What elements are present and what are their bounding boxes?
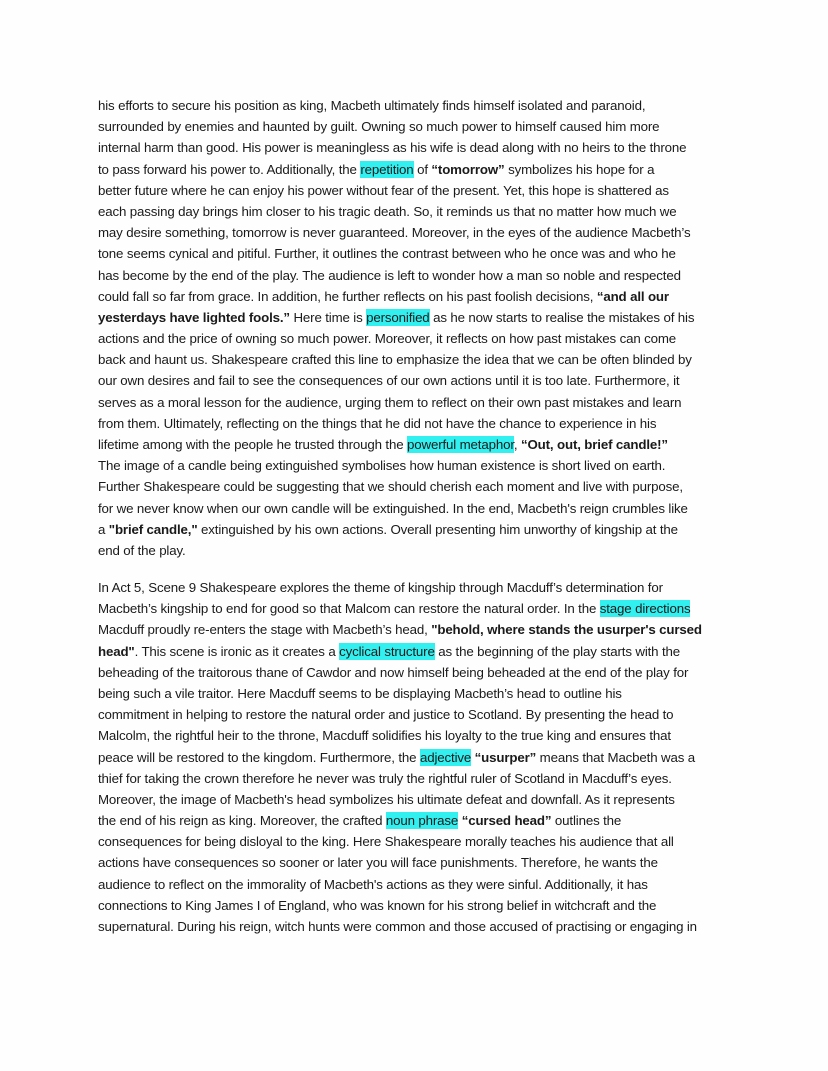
text-run: , [513, 437, 521, 452]
text-run: thief for taking the crown therefore he never was truly the rightful ruler of Scotland in Macduff’s eyes. [98, 770, 672, 786]
text-line [98, 180, 694, 201]
text-line [98, 201, 694, 222]
highlighted-term: personified [366, 309, 430, 325]
text-line [98, 498, 694, 519]
text-line [98, 265, 694, 286]
text-run: supernatural. During his reign, witch hunts were common and those accused of practising or engaging in [98, 919, 697, 934]
text-run: means that Macbeth was a [536, 749, 695, 765]
text-run: surrounded by enemies and haunted by guilt. Owning so much power to himself caused him more [98, 119, 660, 135]
text-run: actions have consequences so sooner or later you will face punishments. Therefore, he wants the [98, 855, 658, 871]
text-line [98, 916, 702, 937]
text-run: lifetime among with the people he trusted through the [98, 437, 408, 452]
text-run: outlines the [551, 813, 622, 829]
text-line [98, 519, 694, 540]
text-run: internal harm than good. His power is meaningless as his wife is dead along with no heirs to the throne [98, 140, 687, 156]
text-run: In Act 5, Scene 9 Shakespeare explores the theme of kingship through Macduff’s determination for [98, 580, 663, 595]
quotation-bold: “usurper” [474, 749, 537, 765]
quotation-bold: yesterdays have lighted fools.” [98, 309, 290, 325]
text-run: audience to reflect on the immorality of Macbeth's actions as they were sinful. Additionally, it has [98, 876, 648, 892]
text-line [98, 683, 702, 704]
quotation-bold: "behold, where stands the usurper's cursed [431, 622, 702, 638]
text-line [98, 95, 694, 116]
text-line [98, 307, 694, 328]
quotation-bold: "brief candle," [108, 521, 198, 537]
text-run: Macduff proudly re-enters the stage with Macbeth’s head, [98, 622, 432, 638]
text-line [98, 810, 702, 831]
text-run: tone seems cynical and pitiful. Further, it outlines the contrast between who he once was and who he [98, 246, 676, 262]
text-run: each passing day brings him closer to his tragic death. So, it reminds us that no matter how much we [98, 203, 677, 219]
text-run: from them. Ultimately, reflecting on the things that he did not have the chance to experience in his [98, 415, 657, 431]
text-run: Here time is [289, 309, 367, 325]
quotation-bold: “tomorrow” [431, 161, 505, 177]
text-line [98, 116, 694, 137]
text-run: could fall so far from grace. In addition, he further reflects on his past foolish decisions, [98, 288, 597, 304]
text-run: better future where he can enjoy his power without fear of the present. Yet, this hope is shattered as [98, 182, 669, 198]
quotation-bold: head" [98, 643, 135, 659]
text-line [98, 455, 694, 476]
text-line [98, 641, 702, 662]
text-line [98, 413, 694, 434]
text-run: peace will be restored to the kingdom. Furthermore, the [98, 749, 420, 765]
text-line [98, 747, 702, 768]
text-line [98, 286, 694, 307]
text-line [98, 619, 702, 640]
text-run: being such a vile traitor. Here Macduff seems to be displaying Macbeth’s head to outline his [98, 685, 622, 701]
highlighted-term: noun phrase [385, 813, 459, 829]
text-line [98, 577, 702, 598]
text-run: . This scene is ironic as it creates a [134, 643, 340, 659]
text-run: Moreover, the image of Macbeth's head symbolizes his ultimate defeat and downfall. As it represents [98, 791, 675, 807]
text-line [98, 598, 702, 619]
text-line [98, 874, 702, 895]
quotation-bold: “cursed head” [461, 813, 552, 829]
highlighted-term: powerful metaphor [407, 437, 514, 452]
text-run: actions and the price of owning so much power. Moreover, it reflects on how past mistakes can come [98, 331, 677, 347]
text-run: Macbeth’s kingship to end for good so that Malcom can restore the natural order. In the [98, 601, 600, 617]
text-line [98, 243, 694, 264]
quotation-bold: “Out, out, brief candle!” [520, 437, 668, 452]
text-line [98, 159, 694, 180]
text-line [98, 704, 702, 725]
text-run: the end of his reign as king. Moreover, the crafted [98, 813, 386, 829]
highlighted-term: adjective [419, 749, 472, 765]
text-run: serves as a moral lesson for the audience, urging them to reflect on their own past mistakes and learn [98, 394, 682, 410]
text-run: symbolizes his hope for a [504, 161, 655, 177]
text-run: a [98, 521, 109, 537]
text-run: The image of a candle being extinguished symbolises how human existence is short lived on earth. [98, 458, 666, 474]
text-line [98, 222, 694, 243]
text-line [98, 768, 702, 789]
text-run: back and haunt us. Shakespeare crafted this line to emphasize the idea that we can be often blinded by [98, 352, 692, 368]
quotation-bold: “and all our [596, 288, 669, 304]
text-run: extinguished by his own actions. Overall presenting him unworthy of kingship at the [197, 521, 678, 537]
highlighted-term: stage directions [599, 601, 691, 617]
highlighted-term: cyclical structure [339, 643, 435, 659]
text-run: as he now starts to realise the mistakes of his [429, 309, 695, 325]
text-run: may desire something, tomorrow is never guaranteed. Moreover, in the eyes of the audience Macbeth’s [98, 225, 691, 241]
text-run: to pass forward his power to. Additionally, the [98, 161, 361, 177]
text-run: connections to King James I of England, who was known for his strong belief in witchcraft and the [98, 897, 657, 913]
text-run: Further Shakespeare could be suggesting that we should cherish each moment and live with purpose, [98, 479, 683, 495]
text-line [98, 349, 694, 370]
text-run: for we never know when our own candle will be extinguished. In the end, Macbeth's reign crumbles like [98, 500, 688, 516]
text-line [98, 831, 702, 852]
text-line [98, 137, 694, 158]
text-run: his efforts to secure his position as king, Macbeth ultimately finds himself isolated and paranoid, [98, 98, 646, 113]
text-line [98, 852, 702, 873]
paragraph-act5-scene9 [98, 577, 702, 937]
text-run: Malcolm, the rightful heir to the throne, Macduff solidifies his loyalty to the true king and ensures that [98, 728, 671, 744]
text-line [98, 392, 694, 413]
text-line [98, 370, 694, 391]
text-run: has become by the end of the play. The audience is left to wonder how a man so noble and respected [98, 267, 681, 283]
text-line [98, 434, 694, 455]
text-run: end of the play. [98, 542, 186, 558]
text-run: beheading of the traitorous thane of Cawdor and now himself being beheaded at the end of the play for [98, 664, 689, 680]
highlighted-term: repetition [360, 161, 414, 177]
text-line [98, 476, 694, 497]
text-run: of [413, 161, 432, 177]
paragraph-macbeth-tomorrow-speech [98, 95, 694, 561]
text-line [98, 725, 702, 746]
text-run: our own desires and fail to see the consequences of our own actions until it is too late. Furthermore, it [98, 373, 680, 389]
text-run: consequences for being disloyal to the king. Here Shakespeare morally teaches his audience that all [98, 834, 674, 850]
text-line [98, 662, 702, 683]
text-line [98, 328, 694, 349]
text-line [98, 895, 702, 916]
text-run: commitment in helping to restore the natural order and justice to Scotland. By presenting the head to [98, 707, 674, 723]
text-line [98, 789, 702, 810]
text-run: as the beginning of the play starts with the [434, 643, 681, 659]
text-line [98, 540, 694, 561]
